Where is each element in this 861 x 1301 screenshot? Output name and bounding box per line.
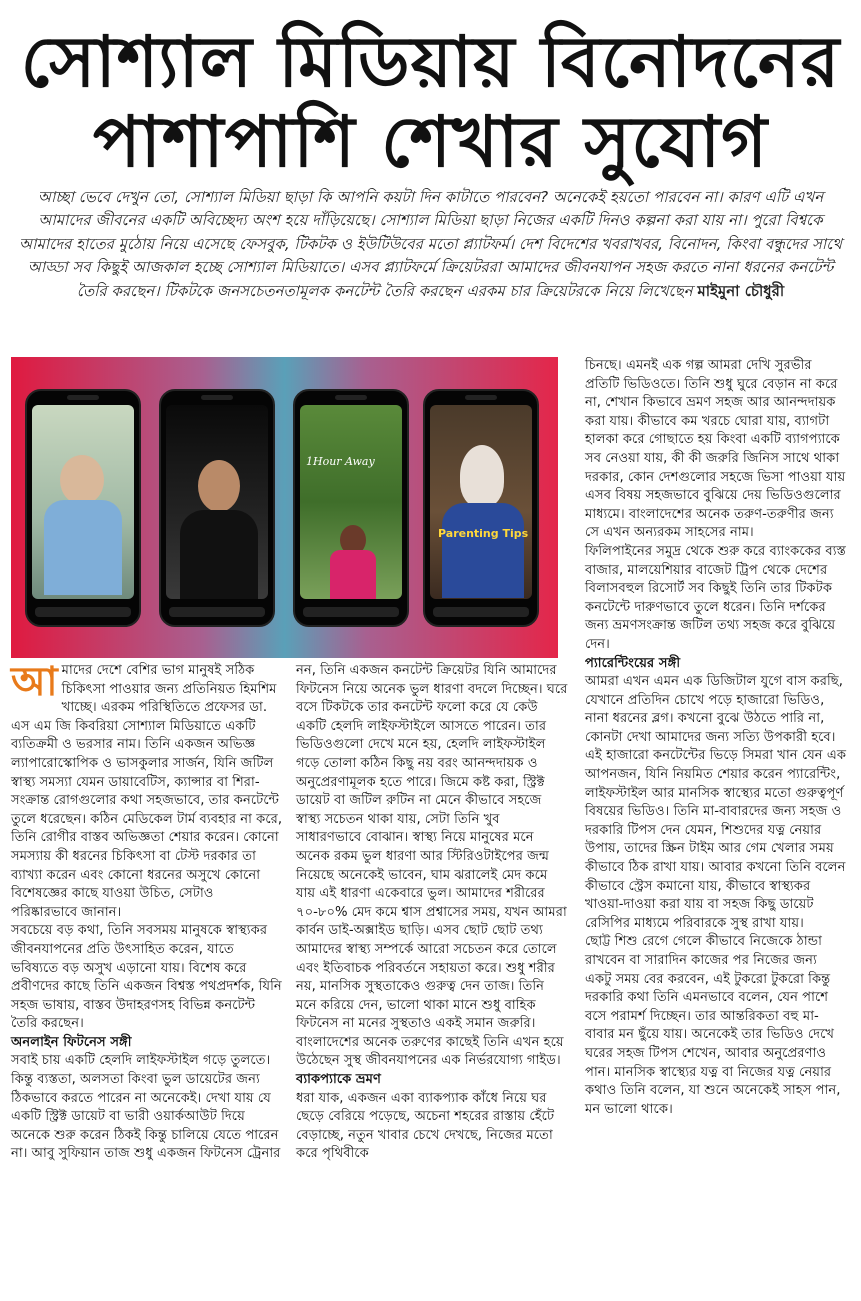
person-body xyxy=(44,500,122,595)
col2-subheading-1: ব্যাকপ্যাকে ভ্রমণ xyxy=(296,1072,381,1088)
phone-4-caption: Parenting Tips xyxy=(438,527,529,540)
col1-paragraph-3: সবাই চায় একটি হেলদি লাইফস্টাইল গড়ে তুলতে। কিন্তু ব্যস্ততা, অলসতা কিংবা ভুল ডায়েটের জন্য ঠিকভাবে করতে পারেন না অনেকেই। দেখা যায় যে একটি স্ট্রিক্ট ডায়েট বা ভারী ওয়ার্কআউট দিয়ে অনেকে শুরু করেন ঠিকই কিন্তু চালিয়ে যেতে পারেন না। আবু সুফিয়ান তাজ শুধু একজন ফিটনেস ট্রেনার xyxy=(11,1053,281,1162)
column-3 xyxy=(585,357,847,1119)
headline-line-2: পাশাপাশি শেখার সুযোগ xyxy=(93,101,768,183)
col1-paragraph-1: মাদের দেশে বেশির ভাগ মানুষই সঠিক চিকিৎসা পাওয়ার জন্য প্রতিনিয়ত হিমশিম খাচ্ছে। এরকম পরিস্থিতিতে প্রফেসর ডা. এস এম জি কিবরিয়া সোশ্যাল মিডিয়াতে একটি ব্যতিক্রমী ও ভরসার নাম। তিনি একজন অভিজ্ঞ ল্যাপারোস্কোপিক ও ভাসকুলার সার্জন, যিনি জটিল স্বাস্থ্য সমস্যা যেমন ডায়াবেটিস, ক্যান্সার বা শিরা-সংক্রান্ত রোগগুলোর কথা সহজভাবে, তার কনটেন্টে তুলে ধরেছেন। কঠিন মেডিকেল টার্ম ব্যবহার না করে, তিনি রোগীর বাস্তব অভিজ্ঞতা শেয়ার করেন। কোনো সমস্যায় কী ধরনের চিকিৎসা বা টেস্ট দরকার তা ব্যাখ্যা করেন এবং কোনো ধরনের অসুখে কোনো বিশেষজ্ঞের কাছে যাওয়া উচিত, সেটাও পরিষ্কারভাবে জানান। xyxy=(11,663,283,920)
col3-paragraph-1: চিনছে। এমনই এক গল্প আমরা দেখি সুরভীর প্রতিটি ভিডিওতে। তিনি শুধু ঘুরে বেড়ান না করে না, শেখান কিভাবে ভ্রমণ সহজ আর আনন্দদায়ক করা যায়। কীভাবে কম খরচে ঘোরা যায়, ব্যাগটা হালকা করে গোছাতে হয় কিংবা একটি ব্যাগপ্যাকে সব নেওয়া যায়, কী কী জরুরি জিনিস সাথে থাকা দরকার, কোন দেশগুলোর সহজে ভিসা পাওয়া যায় এসব বিষয় সহজভাবে বুঝিয়ে দেয় ভিডিওগুলোর মাধ্যমে। বাংলাদেশের অনেক তরুণ-তরুণীর জন্য সে এখন অন্যরকম সাহসের নাম। xyxy=(585,358,846,541)
col1-paragraph-2: সবচেয়ে বড় কথা, তিনি সবসময় মানুষকে স্বাস্থ্যকর জীবনযাপনের প্রতি উৎসাহিত করেন, যাতে ভবিষ্যতে বড় অসুখ এড়ানো যায়। বিশেষ করে প্রবীণদের কাছে তিনি একজন বিশ্বস্ত পথপ্রদর্শক, যিনি সহজ ভাষায়, বাস্তব উদাহরণসহ বিভিন্ন কনটেন্ট তৈরি করছেন। xyxy=(11,923,282,1032)
col3-paragraph-4: ছোট্ট শিশু রেগে গেলে কীভাবে নিজেকে ঠান্ডা রাখবেন বা সারাদিন কাজের পর নিজের জন্য একটু সময় বের করবেন, এই টুকরো টুকরো কিন্তু দরকারি কথা তিনি এমনভাবে বলেন, যেন পাশে বসে পরামর্শ দিচ্ছেন। তার আন্তরিকতা বহু মা-বাবার মন ছুঁয়ে যায়। অনেকেই তার ভিডিও দেখে ঘরের সহজ টিপস শেখেন, আবার অনুপ্রেরণাও পান। মানসিক স্বাস্থ্যের যত্ন বা নিজের যত্ন নেয়ার কথাও তিনি বলেন, যা শুনে অনেকেই সাহস পান, মন ভালো থাকে। xyxy=(585,934,841,1117)
col2-paragraph-2: ধরা যাক, একজন একা ব্যাকপ্যাক কাঁধে নিয়ে ঘর ছেড়ে বেরিয়ে পড়েছে, অচেনা শহরের রাস্তায় হেঁটে বেড়াচ্ছে, নতুন খাবার চেখে দেখছে, নিজের মতো করে পৃথিবীকে xyxy=(296,1090,555,1162)
intro-text: আচ্ছা ভেবে দেখুন তো, সোশ্যাল মিডিয়া ছাড়া কি আপনি কয়টা দিন কাটাতে পারবেন? অনেকেই হয়তো পারবেন না। কারণ এটি এখন আমাদের জীবনের একটি অবিচ্ছেদ্য অংশ হয়ে দাঁড়িয়েছে। সোশ্যাল মিডিয়া ছাড়া নিজের একটি দিনও কল্পনা করা যায় না। পুরো বিশ্বকে আমাদের হাতের মুঠোয় নিয়ে এসেছে ফেসবুক, টিকটক ও ইউটিউবের মতো প্ল্যাটফর্ম। দেশ বিদেশের খবরাখবর, বিনোদন, কিংবা বন্ধুদের সাথে আড্ডা সব কিছুই আজকাল হচ্ছে সোশ্যাল মিডিয়াতে। এসব প্ল্যাটফর্মে ক্রিয়েটররা আমাদের জীবনযাপন সহজ করতে নানা ধরনের কনটেন্ট তৈরি করছেন। টিকটকে জনসচেতনতামূলক কনটেন্ট তৈরি করছেন এরকম চার ক্রিয়েটরকে নিয়ে লিখেছেন xyxy=(19,188,842,300)
phone-3-caption: 1Hour Away xyxy=(306,455,375,468)
intro-paragraph xyxy=(14,186,847,303)
drop-cap: আ xyxy=(11,659,58,705)
person-body xyxy=(442,503,524,598)
col3-paragraph-2: ফিলিপাইনের সমুদ্র থেকে শুরু করে ব্যাংককের ব্যস্ত বাজার, মালয়েশিয়ার বাজেট ট্রিপ থেকে দেশের বিলাসবহুল রিসোর্ট সব কিছুই তিনি তার টিকটক কনটেন্টে দারুণভাবে তুলে ধরেন। তিনি দর্শকের জন্য ভ্রমণসংক্রান্ত জটিল তথ্য সহজ করে বুঝিয়ে দেন। xyxy=(585,543,847,652)
phone-3 xyxy=(293,389,409,627)
column-2 xyxy=(296,662,568,1164)
phone-4 xyxy=(423,389,539,627)
person-head xyxy=(460,445,504,507)
author-name: মাইমুনা চৌধুরী xyxy=(697,281,785,300)
headline xyxy=(0,22,861,182)
person-head xyxy=(60,455,104,505)
person-body xyxy=(330,550,376,599)
headline-line-1: সোশ্যাল মিডিয়ায় বিনোদনের xyxy=(20,21,841,103)
phone-1 xyxy=(25,389,141,627)
phone-2 xyxy=(159,389,275,627)
col2-paragraph-1: নন, তিনি একজন কনটেন্ট ক্রিয়েটর যিনি আমাদের ফিটনেস নিয়ে অনেক ভুল ধারণা বদলে দিচ্ছেন। ঘরে বসে টিকটকে তার কনটেন্ট ফলো করে যে কেউ একটি হেলদি লাইফস্টাইলে আসতে পারেন। তার ভিডিওগুলো দেখে মনে হয়, হেলদি লাইফস্টাইল গড়ে তোলা কঠিন কিছু নয় বরং আনন্দদায়ক ও অনুপ্রেরণামূলক হতে পারে। জিমে কষ্ট করা, স্ট্রিক্ট ডায়েট বা জটিল রুটিন না মেনে কীভাবে সহজে স্বাস্থ্য সচেতন থাকা যায়, সেটা তিনি খুব সাধারণভাবে বোঝান। স্বাস্থ্য নিয়ে মানুষের মনে অনেক রকম ভুল ধারণা আর স্টিরিওটাইপের জন্ম নিয়েছে অনেকেই ভাবেন, ঘাম ঝরালেই মেদ কমে যায় এই ধারণা একেবারে ভুল। আমাদের শরীরের ৭০-৮০% মেদ কমে শ্বাস প্রশ্বাসের সময়, যখন আমরা কার্বন ডাই-অক্সাইড ছাড়ি। এসব ছোট ছোট তথ্য আমাদের স্বাস্থ্য সম্পর্কে আরো সচেতন করে তোলে এবং ইতিবাচক পরিবর্তনে সহায়তা করে। শুধু শরীর নয়, মানসিক সুস্থতাকেও গুরুত্ব দেন তাজ। তিনি মনে করিয়ে দেন, ভালো থাকা মানে শুধু বাহিক ফিটনেস না মনের সুস্থতাও একই সমান জরুরি। বাংলাদেশের অনেক তরুণের কাছেই তিনি এখন হয়ে উঠেছেন সুস্থ জীবনযাপনের এক নির্ভরযোগ্য গাইড। xyxy=(296,663,568,1069)
col3-subheading-1: প্যারেন্টিংয়ের সঙ্গী xyxy=(585,655,681,671)
person-body xyxy=(180,510,258,599)
person-head xyxy=(198,460,240,512)
col3-paragraph-3: আমরা এখন এমন এক ডিজিটাল যুগে বাস করছি, যেখানে প্রতিদিন চোখে পড়ে হাজারো ভিডিও, নানা ধরনের ব্লগ। কখনো বুঝে উঠতে পারি না, কোনটা দেখা আমাদের জন্য সত্যি উপকারী হবে। এই হাজারো কনটেন্টের ভিড়ে সিমরা খান যেন এক আপনজন, যিনি নিয়মিত শেয়ার করেন প্যারেন্টিং, লাইফস্টাইল আর মানসিক স্বাস্থ্যের মতো গুরুত্বপূর্ণ বিষয়ের ভিডিও। তিনি মা-বাবারদের জন্য সহজ ও দরকারি টিপস দেন যেমন, শিশুদের যত্ন নেয়ার উপায়, তাদের স্ক্রিন টাইম আর গেম খেলার সময় কীভাবে ঠিক রাখা যায়। আবার কখনো তিনি বলেন কীভাবে স্ট্রেস কমানো যায়, কীভাবে স্বাস্থ্যকর খাওয়া-দাওয়া করা যায় বা সহজ কিছু ডায়েট রেসিপির মাধ্যমে পরিবারকে সুস্থ রাখা যায়। xyxy=(585,674,847,931)
hero-image xyxy=(11,357,558,658)
column-1 xyxy=(11,659,283,1164)
col1-subheading-1: অনলাইন ফিটনেস সঙ্গী xyxy=(11,1034,132,1050)
